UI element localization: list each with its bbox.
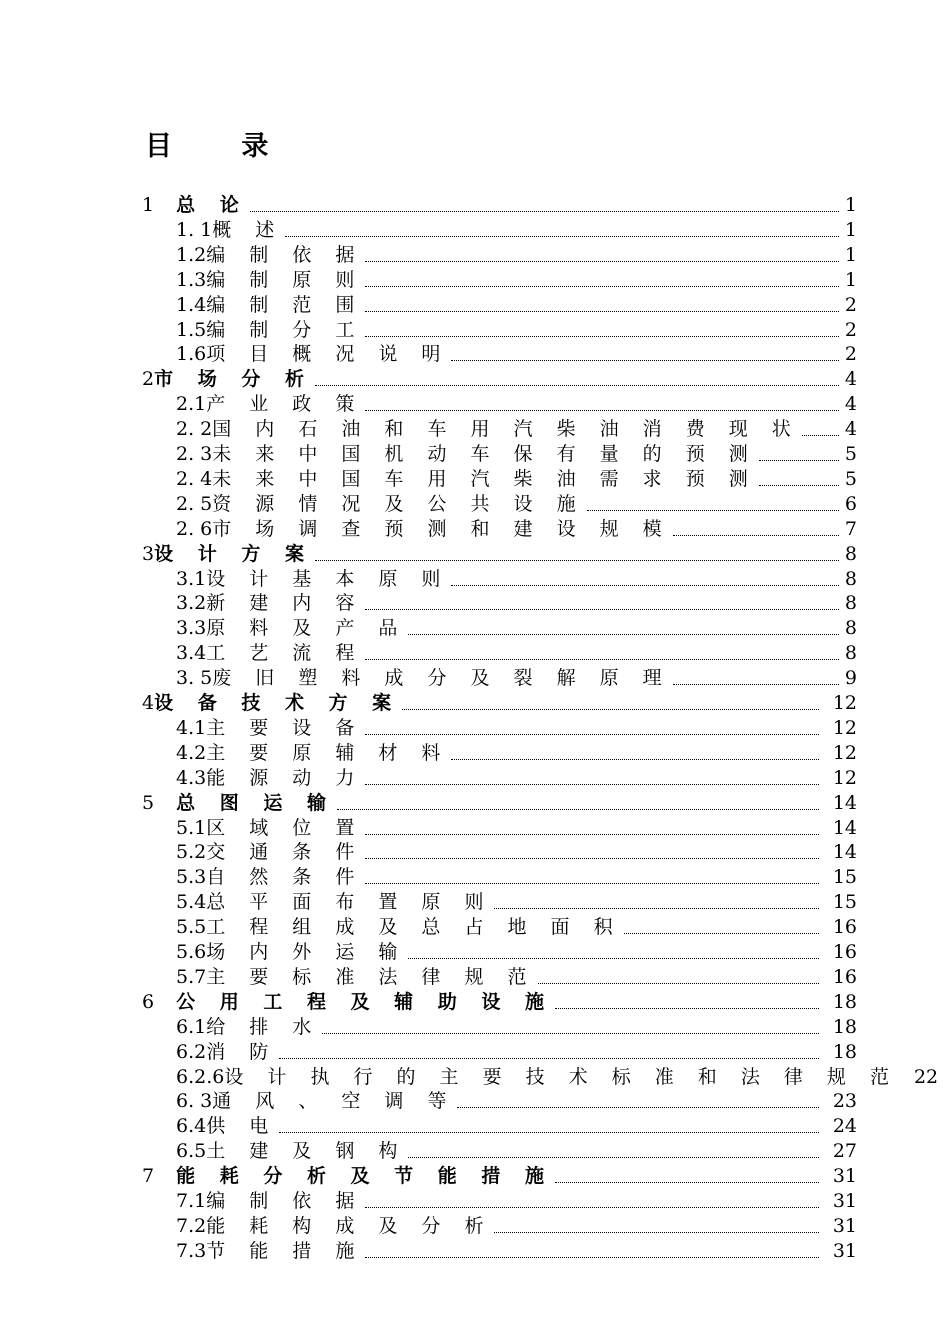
dot-leader: [365, 261, 839, 262]
toc-entry-number: 4.3: [176, 766, 207, 789]
toc-page-number: 1: [844, 268, 857, 291]
toc-entry-title: 能 耗 构 成 及 分 析: [206, 1214, 493, 1237]
toc-entry-title: 设 计 执 行 的 主 要 技 术 标 准 和 法 律 规 范: [224, 1065, 898, 1088]
toc-entry-number: 5.4: [176, 891, 207, 914]
toc-entry-title: 编 制 依 据: [206, 243, 364, 266]
toc-entry-number: 1.6: [176, 343, 207, 366]
toc-chapter-row[interactable]: [142, 193, 857, 218]
toc-page-number: 23: [832, 1090, 857, 1113]
toc-page-number: 14: [832, 816, 857, 839]
toc-entry-number: 4: [142, 692, 155, 714]
toc-entry-title: 主 要 设 备: [206, 716, 364, 739]
toc-page-number: 7: [844, 517, 857, 540]
toc-section-row[interactable]: [176, 865, 857, 890]
toc-page-number: 18: [832, 1015, 857, 1038]
toc-entry-title: 未 来 中 国 机 动 车 保 有 量 的 预 测: [212, 443, 757, 465]
toc-page-number: 1: [844, 243, 857, 266]
toc-entry-number: 1.3: [176, 268, 207, 291]
dot-leader: [365, 410, 839, 411]
toc-entry-title: 土 建 及 钢 构: [206, 1140, 407, 1163]
toc-section-row[interactable]: [176, 467, 857, 492]
toc-page-number: 22: [913, 1065, 939, 1088]
toc-entry-number: 5.6: [176, 941, 207, 963]
toc-page-number: 8: [844, 567, 857, 590]
toc-entry-number: 5.3: [176, 866, 207, 889]
toc-section-row[interactable]: [176, 940, 857, 965]
toc-entry-number: 2. 4: [176, 467, 213, 490]
toc-entry-number: 5: [142, 791, 155, 814]
toc-section-row[interactable]: [176, 293, 857, 318]
toc-entry-title: 概 述: [212, 218, 284, 241]
toc-page-number: 12: [832, 716, 857, 739]
dot-leader: [337, 809, 819, 810]
toc-section-row[interactable]: [176, 965, 857, 990]
toc-entry-number: 7.3: [176, 1239, 207, 1262]
toc-page-number: 4: [844, 368, 857, 391]
toc-entry-title: 编 制 分 工: [206, 318, 364, 341]
toc-entry-title: 编 制 范 围: [206, 293, 364, 316]
toc-chapter-row[interactable]: [142, 691, 857, 716]
dot-leader: [365, 311, 839, 312]
toc-section-row[interactable]: [176, 243, 857, 268]
toc-entry-title: 能 源 动 力: [206, 766, 364, 789]
toc-entry-number: 1: [142, 194, 155, 216]
toc-entry-title: 消 防: [206, 1040, 278, 1063]
toc-page-number: 8: [844, 642, 857, 665]
toc-entry-number: 4.1: [176, 716, 207, 739]
toc-section-row[interactable]: [176, 1139, 857, 1164]
toc-entry-number: 5.1: [176, 816, 207, 839]
toc-entry-title: 区 域 位 置: [206, 816, 364, 839]
dot-leader: [673, 535, 839, 536]
toc-page-number: 31: [832, 1165, 857, 1188]
toc-entry-title: 通 风 、 空 调 等: [212, 1090, 456, 1113]
toc-page-number: 4: [844, 418, 857, 441]
dot-leader: [587, 510, 839, 511]
dot-leader: [315, 385, 839, 386]
toc-section-row[interactable]: [176, 517, 857, 542]
toc-entry-title: 工 程 组 成 及 总 占 地 面 积: [206, 916, 622, 939]
toc-entry-title: 设 计 基 本 原 则: [206, 567, 450, 590]
toc-page-number: 8: [844, 592, 857, 615]
toc-entry-title: 给 排 水: [206, 1015, 321, 1038]
toc-section-row[interactable]: [176, 616, 857, 641]
dot-leader: [322, 1033, 819, 1034]
toc-entry-title: 新 建 内 容: [206, 592, 364, 615]
toc-entry-number: 1.5: [176, 318, 207, 341]
toc-entry-number: 6. 3: [176, 1090, 213, 1113]
toc-entry-number: 1. 1: [176, 218, 213, 241]
toc-entry-number: 2. 3: [176, 443, 213, 465]
toc-page-number: 5: [844, 443, 857, 465]
toc-entry-title: 设 备 技 术 方 案: [154, 692, 401, 714]
toc-section-row[interactable]: [176, 1040, 857, 1065]
toc-entry-number: 6.5: [176, 1140, 207, 1163]
toc-entry-number: 7.2: [176, 1214, 207, 1237]
toc-page-number: 2: [844, 318, 857, 341]
dot-leader: [279, 1058, 819, 1059]
toc-section-row[interactable]: [176, 591, 857, 616]
toc-entry-number: 5.2: [176, 841, 207, 864]
toc-page-number: 18: [832, 1040, 857, 1063]
toc-entry-title: 交 通 条 件: [206, 841, 364, 864]
dot-leader: [365, 659, 839, 660]
toc-section-row[interactable]: [176, 666, 857, 691]
toc-page-number: 16: [832, 916, 857, 939]
toc-entry-title: 国 内 石 油 和 车 用 汽 柴 油 消 费 现 状: [212, 418, 800, 441]
toc-section-row[interactable]: [176, 1065, 939, 1090]
toc-entry-title: 能 耗 分 析 及 节 能 措 施: [176, 1165, 554, 1188]
toc-entry-number: 1.4: [176, 293, 207, 316]
dot-leader: [555, 1182, 819, 1183]
toc-section-row[interactable]: [176, 218, 857, 243]
toc-entry-number: 3: [142, 542, 155, 565]
toc-page-number: 2: [844, 293, 857, 316]
toc-entry-number: 3.3: [176, 617, 207, 640]
toc-page-number: 24: [832, 1115, 857, 1138]
toc-chapter-row[interactable]: [142, 990, 857, 1015]
dot-leader: [402, 709, 819, 710]
dot-leader: [279, 1132, 819, 1133]
toc-section-row[interactable]: [176, 890, 857, 915]
toc-section-row[interactable]: [176, 1114, 857, 1139]
dot-leader: [365, 834, 818, 835]
toc-entry-title: 编 制 依 据: [206, 1190, 364, 1212]
toc-chapter-row[interactable]: [142, 1164, 857, 1189]
toc-section-row[interactable]: [176, 641, 857, 666]
toc-entry-title: 项 目 概 况 说 明: [206, 343, 450, 366]
toc-section-row[interactable]: [176, 1015, 857, 1040]
toc-page-number: 8: [844, 617, 857, 640]
toc-section-row[interactable]: [176, 342, 857, 367]
toc-page-number: 14: [832, 791, 857, 814]
dot-leader: [624, 933, 819, 934]
dot-leader: [250, 211, 839, 212]
toc-section-row[interactable]: [176, 766, 857, 791]
toc-page-number: 15: [832, 891, 857, 914]
toc-entry-title: 市 场 分 析: [154, 368, 313, 391]
toc-entry-title: 未 来 中 国 车 用 汽 柴 油 需 求 预 测: [212, 467, 757, 490]
dot-leader: [494, 1232, 818, 1233]
toc-section-row[interactable]: [176, 716, 857, 741]
dot-leader: [408, 634, 839, 635]
toc-entry-number: 3.1: [176, 567, 207, 590]
dot-leader: [759, 460, 839, 461]
toc-section-row[interactable]: [176, 816, 857, 841]
dot-leader: [365, 609, 839, 610]
toc-chapter-row[interactable]: [142, 367, 857, 392]
dot-leader: [538, 983, 819, 984]
toc-entry-title: 主 要 标 准 法 律 规 范: [206, 965, 536, 988]
toc-page-number: 9: [844, 667, 857, 690]
dot-leader: [365, 286, 839, 287]
toc-section-row[interactable]: [176, 392, 857, 417]
toc-entry-number: 1.2: [176, 243, 207, 266]
toc-entry-title: 编 制 原 则: [206, 268, 364, 291]
toc-section-row[interactable]: [176, 915, 857, 940]
toc-page-number: 31: [832, 1239, 857, 1262]
dot-leader: [365, 1257, 818, 1258]
dot-leader: [365, 336, 839, 337]
toc-section-row[interactable]: [176, 268, 857, 293]
toc-entry-title: 废 旧 塑 料 成 分 及 裂 解 原 理: [212, 667, 671, 690]
toc-section-row[interactable]: [176, 492, 857, 517]
toc-entry-title: 市 场 调 查 预 测 和 建 设 规 模: [212, 517, 671, 540]
toc-page-number: 16: [832, 941, 857, 963]
toc-entry-number: 3.2: [176, 592, 207, 615]
dot-leader: [451, 585, 838, 586]
dot-leader: [494, 908, 818, 909]
toc-section-row[interactable]: [176, 1189, 857, 1214]
toc-entry-number: 6.2: [176, 1040, 207, 1063]
toc-entry-title: 工 艺 流 程: [206, 642, 364, 665]
toc-entry-number: 2.1: [176, 393, 207, 416]
toc-section-row[interactable]: [176, 1089, 857, 1114]
toc-section-row[interactable]: [176, 417, 857, 442]
toc-page-number: 18: [832, 990, 857, 1013]
toc-entry-title: 供 电: [206, 1115, 278, 1138]
dot-leader: [451, 759, 818, 760]
dot-leader: [408, 958, 818, 959]
dot-leader: [408, 1157, 818, 1158]
toc-page-number: 12: [832, 692, 857, 714]
toc-entry-title: 节 能 措 施: [206, 1239, 364, 1262]
toc-page-number: 4: [844, 393, 857, 416]
toc-entry-number: 2. 5: [176, 492, 213, 515]
toc-page-number: 6: [844, 492, 857, 515]
toc-page-number: 5: [844, 467, 857, 490]
toc-page-number: 1: [844, 194, 857, 216]
toc-entry-number: 6.1: [176, 1015, 207, 1038]
toc-entry-number: 6.2.6: [176, 1065, 225, 1088]
toc-entry-number: 2. 6: [176, 517, 213, 540]
toc-entry-title: 场 内 外 运 输: [206, 941, 407, 963]
toc-section-row[interactable]: [176, 567, 857, 592]
toc-page-number: 1: [844, 218, 857, 241]
toc-section-row[interactable]: [176, 318, 857, 343]
toc-entry-number: 6: [142, 990, 155, 1013]
toc-page-number: 31: [832, 1190, 857, 1212]
toc-entry-title: 主 要 原 辅 材 料: [206, 741, 450, 764]
toc-section-row[interactable]: [176, 442, 857, 467]
toc-page-number: 31: [832, 1214, 857, 1237]
dot-leader: [802, 435, 839, 436]
dot-leader: [457, 1107, 818, 1108]
toc-entry-title: 总 平 面 布 置 原 则: [206, 891, 493, 914]
toc-entry-number: 6.4: [176, 1115, 207, 1138]
dot-leader: [451, 360, 838, 361]
toc-entry-title: 原 料 及 产 品: [206, 617, 407, 640]
toc-section-row[interactable]: [176, 1239, 857, 1264]
toc-entry-number: 5.5: [176, 916, 207, 939]
toc-section-row[interactable]: [176, 840, 857, 865]
toc-entry-title: 公 用 工 程 及 辅 助 设 施: [176, 990, 554, 1013]
toc-page-number: 27: [832, 1140, 857, 1163]
toc-entry-title: 设 计 方 案: [154, 542, 313, 565]
toc-chapter-row[interactable]: [142, 791, 857, 816]
toc-page-number: 15: [832, 866, 857, 889]
dot-leader: [365, 1207, 818, 1208]
toc-entry-number: 4.2: [176, 741, 207, 764]
toc-entry-title: 产 业 政 策: [206, 393, 364, 416]
toc-page-number: 12: [832, 766, 857, 789]
dot-leader: [365, 734, 818, 735]
toc-chapter-row[interactable]: [142, 542, 857, 567]
toc-entry-number: 3. 5: [176, 667, 213, 690]
toc-entry-title: 自 然 条 件: [206, 866, 364, 889]
toc-page-number: 8: [844, 542, 857, 565]
toc-entry-number: 3.4: [176, 642, 207, 665]
toc-page-number: 12: [832, 741, 857, 764]
toc-entry-title: 资 源 情 况 及 公 共 设 施: [212, 492, 585, 515]
dot-leader: [555, 1008, 819, 1009]
toc-entry-number: 7: [142, 1165, 155, 1188]
dot-leader: [315, 560, 839, 561]
dot-leader: [673, 684, 839, 685]
page-title: 目 录: [145, 131, 299, 162]
dot-leader: [365, 883, 818, 884]
toc-entry-number: 5.7: [176, 965, 207, 988]
toc-page-number: 14: [832, 841, 857, 864]
toc-section-row[interactable]: [176, 741, 857, 766]
dot-leader: [759, 485, 839, 486]
toc-entry-title: 总 论: [176, 194, 248, 216]
toc-page-number: 16: [832, 965, 857, 988]
toc-entry-number: 2. 2: [176, 418, 213, 441]
toc-entry-number: 7.1: [176, 1190, 207, 1212]
dot-leader: [285, 236, 839, 237]
toc-entry-number: 2: [142, 368, 155, 391]
toc-entry-title: 总 图 运 输: [176, 791, 335, 814]
toc-page-number: 2: [844, 343, 857, 366]
dot-leader: [365, 784, 818, 785]
dot-leader: [365, 858, 818, 859]
toc-section-row[interactable]: [176, 1214, 857, 1239]
